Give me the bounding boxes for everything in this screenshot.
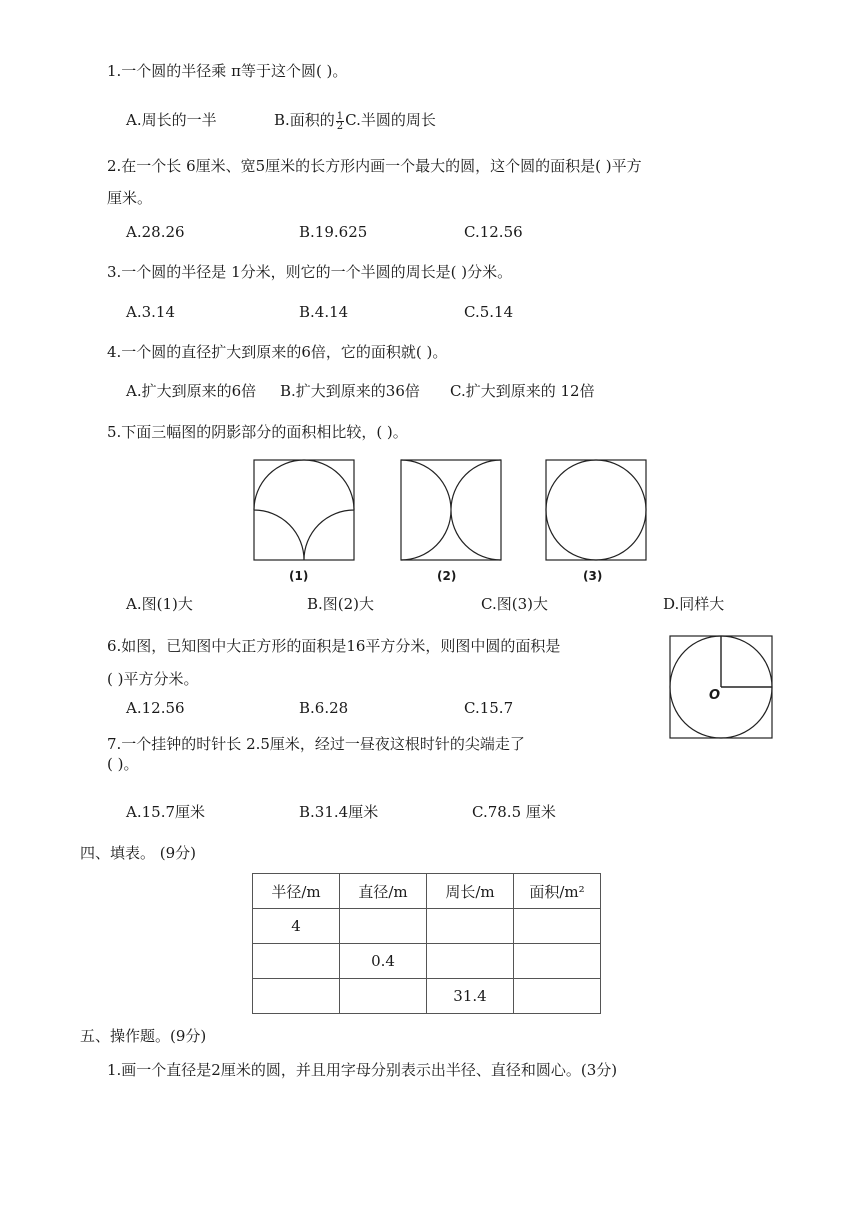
table-cell[interactable] (253, 944, 340, 979)
q1-option-b (274, 110, 436, 131)
table-row (253, 944, 601, 979)
table-header-cell: 周长/m (427, 874, 514, 909)
table-row (253, 979, 601, 1014)
table-cell[interactable] (514, 944, 601, 979)
q4-option-a: A.扩大到原来的6倍 (126, 382, 257, 400)
q1-option-a: A.周长的一半 (126, 111, 217, 129)
q5-stem: 5.下面三幅图的阴影部分的面积相比较，( )。 (107, 423, 408, 441)
q2-option-b: B.19.625 (299, 223, 368, 241)
q2-option-a: A.28.26 (126, 223, 185, 241)
q6-option-c: C.15.7 (464, 699, 514, 717)
figure-3-label: (3) (583, 569, 603, 583)
q6-option-a: A.12.56 (126, 699, 185, 717)
table-cell[interactable] (253, 979, 340, 1014)
figure-3-square-with-inscribed-circle (545, 459, 647, 561)
figure-1-label: (1) (289, 569, 309, 583)
q3-option-b: B.4.14 (299, 303, 349, 321)
q7-option-c: C.78.5 厘米 (472, 803, 556, 821)
figure-1-square-with-quarter-circles (253, 459, 355, 561)
figure-2-label: (2) (437, 569, 457, 583)
section5-heading: 五、操作题。(9分) (80, 1027, 207, 1045)
q1-stem: 1.一个圆的半径乘 π等于这个圆( )。 (107, 62, 348, 80)
q7-stem-line2: ( )。 (107, 755, 139, 773)
table-cell[interactable]: 0.4 (340, 944, 427, 979)
q7-option-a: A.15.7厘米 (126, 803, 205, 821)
q2-stem-line1: 2.在一个长 6厘米、宽5厘米的长方形内画一个最大的圆，这个圆的面积是( )平方 (107, 157, 642, 175)
q2-option-c: C.12.56 (464, 223, 523, 241)
q5-option-a: A.图(1)大 (126, 595, 193, 613)
q7-stem-line1: 7.一个挂钟的时针长 2.5厘米，经过一昼夜这根时针的尖端走了 (107, 735, 525, 753)
q3-option-a: A.3.14 (126, 303, 175, 321)
q1-option-b-prefix: B.面积的 (274, 111, 335, 129)
fraction-one-half: $\frac{1}{2}$ (336, 110, 344, 132)
q5-option-d: D.同样大 (663, 595, 725, 613)
q4-stem: 4.一个圆的直径扩大到原来的6倍，它的面积就( )。 (107, 343, 448, 361)
table-cell[interactable] (340, 979, 427, 1014)
q3-stem: 3.一个圆的半径是 1分米，则它的一个半圆的周长是( )分米。 (107, 263, 513, 281)
figure-2-square-with-semicircles (400, 459, 502, 561)
q2-stem-line2: 厘米。 (107, 189, 153, 207)
q6-option-b: B.6.28 (299, 699, 349, 717)
q3-option-c: C.5.14 (464, 303, 514, 321)
q5-option-c: C.图(3)大 (481, 595, 548, 613)
q1-option-c: C.半圆的周长 (345, 111, 436, 129)
table-cell[interactable] (427, 909, 514, 944)
table-cell[interactable]: 31.4 (427, 979, 514, 1014)
q6-stem-line1: 6.如图，已知图中大正方形的面积是16平方分米，则图中圆的面积是 (107, 637, 561, 655)
q4-option-c: C.扩大到原来的 12倍 (450, 382, 595, 400)
table-row (253, 909, 601, 944)
section4-heading: 四、填表。 (9分) (80, 844, 197, 862)
table-cell[interactable] (514, 909, 601, 944)
fill-table (252, 873, 601, 1014)
table-cell[interactable] (427, 944, 514, 979)
q5-option-b: B.图(2)大 (307, 595, 375, 613)
table-header-row (253, 874, 601, 909)
table-cell[interactable]: 4 (253, 909, 340, 944)
table-header-cell: 直径/m (340, 874, 427, 909)
q7-option-b: B.31.4厘米 (299, 803, 379, 821)
q6-stem-line2: ( )平方分米。 (107, 670, 199, 688)
q6-figure-square-circle-radius (669, 635, 773, 739)
q4-option-b: B.扩大到原来的36倍 (280, 382, 420, 400)
table-header-cell: 半径/m (253, 874, 340, 909)
section5-q1: 1.画一个直径是2厘米的圆，并且用字母分别表示出半径、直径和圆心。(3分) (107, 1061, 618, 1079)
table-header-cell: 面积/m² (514, 874, 601, 909)
table-cell[interactable] (514, 979, 601, 1014)
table-cell[interactable] (340, 909, 427, 944)
q6-figure-center-label: O (709, 688, 721, 703)
